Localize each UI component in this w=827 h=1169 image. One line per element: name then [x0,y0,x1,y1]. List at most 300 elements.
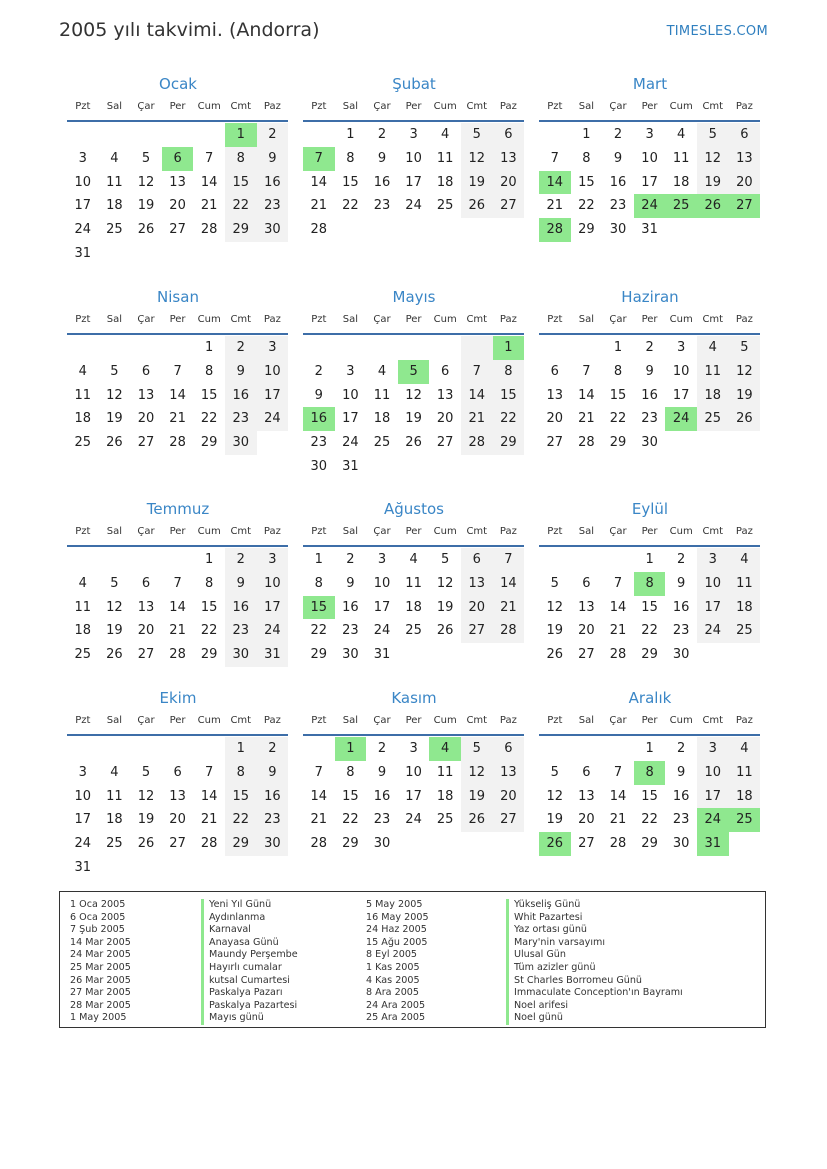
day-cell: 9 [677,575,686,591]
month-name: Eylül [631,500,669,518]
day-cell: 17 [74,198,92,214]
month-name: Ocak [159,75,197,93]
empty-day-cell [99,856,131,880]
weekday-label: Paz [263,101,281,112]
day-cell: 3 [257,548,289,572]
legend-holiday-name: Noel arifesi [506,1000,683,1013]
day-cell: 21 [200,812,218,828]
weekday-label: Pzt [547,715,563,726]
day-cell: 13 [137,387,155,403]
day-cell: 4 [78,575,87,591]
empty-day-cell [398,336,430,360]
month-block [539,72,761,242]
month-name: Nisan [157,288,199,306]
day-cell: 17 [672,387,690,403]
day-grid [539,548,761,667]
weekday-label: Pzt [547,314,563,325]
empty-day-cell [257,431,289,455]
month-block [303,72,525,242]
empty-day-cell [257,856,289,880]
day-cell: 4 [409,552,418,567]
day-cell: 14 [493,572,525,596]
day-cell: 7 [582,363,591,379]
weekday-label: Per [169,101,186,112]
day-cell: 1 [582,127,591,142]
day-cell: 19 [106,623,123,639]
day-cell: 24 [697,808,729,832]
site-brand-link[interactable]: TIMESLES.COM [666,24,768,39]
empty-day-cell [225,856,257,880]
day-cell: 29 [310,647,328,663]
empty-day-cell [257,242,289,266]
day-cell: 23 [257,194,289,218]
empty-day-cell [493,218,525,242]
empty-day-cell [697,643,729,667]
weekday-label: Per [169,526,186,537]
weekday-label: Cum [197,101,221,112]
day-cell: 10 [74,174,92,190]
weekday-label: Pzt [75,715,91,726]
legend-date: 15 Ağu 2005 [366,936,428,948]
empty-day-cell [130,737,162,761]
legend-holiday-name: Paskalya Pazarı [201,987,298,1000]
day-cell: 17 [405,788,422,804]
day-cell: 25 [436,198,454,214]
weekday-label: Çar [373,526,391,537]
day-cell: 4 [677,127,686,142]
day-cell: 8 [205,575,214,591]
day-cell: 26 [106,647,123,663]
weekday-label: Paz [735,101,753,112]
empty-day-cell [130,856,162,880]
day-cell: 20 [461,596,493,620]
legend-date: 1 Kas 2005 [366,961,420,973]
day-cell: 24 [373,623,391,639]
day-cell: 18 [436,174,454,190]
day-cell: 22 [200,411,218,427]
day-cell: 15 [303,596,335,620]
day-cell: 26 [137,836,155,852]
day-cell: 16 [672,788,690,804]
empty-day-cell [398,832,430,856]
day-cell: 1 [335,737,367,761]
day-cell: 16 [257,171,289,195]
day-cell: 22 [310,623,328,639]
day-cell: 23 [672,812,690,828]
day-cell: 17 [641,174,658,190]
day-cell: 3 [409,127,418,142]
day-cell: 7 [461,360,493,384]
weekday-label: Pzt [547,101,563,112]
day-cell: 31 [373,647,391,663]
day-cell: 14 [310,788,328,804]
weekday-divider [303,734,524,736]
day-cell: 12 [546,599,564,615]
day-cell: 25 [74,435,92,451]
weekday-label: Per [641,526,658,537]
empty-day-cell [366,455,398,479]
day-cell: 17 [405,174,422,190]
day-cell: 24 [405,198,422,214]
weekday-label: Per [641,314,658,325]
weekday-header [539,309,761,331]
empty-day-cell [67,123,99,147]
legend-date: 6 Oca 2005 [70,911,126,923]
weekday-label: Paz [263,715,281,726]
day-cell: 7 [613,764,623,780]
day-cell: 6 [173,764,182,780]
weekday-label: Per [405,715,422,726]
day-cell: 28 [169,647,186,663]
weekday-header [539,521,761,543]
weekday-label: Per [641,101,658,112]
empty-day-cell [67,336,99,360]
day-cell: 3 [697,548,729,572]
day-cell: 14 [200,174,218,190]
day-cell: 14 [539,171,571,195]
empty-day-cell [303,123,335,147]
day-cell: 3 [78,150,87,166]
day-cell: 19 [106,411,123,427]
day-cell: 31 [74,245,92,261]
weekday-label: Cum [669,526,693,537]
day-cell: 22 [578,198,595,214]
month-block [539,497,761,667]
legend-date: 16 May 2005 [366,911,429,923]
weekday-label: Pzt [311,101,327,112]
empty-day-cell [461,455,493,479]
empty-day-cell [697,431,729,455]
day-cell: 20 [169,812,186,828]
day-cell: 6 [729,123,761,147]
day-cell: 29 [225,832,257,856]
empty-day-cell [461,832,493,856]
day-cell: 9 [225,572,257,596]
empty-day-cell [193,242,225,266]
legend-date: 25 Mar 2005 [70,961,131,973]
day-cell: 7 [205,150,214,166]
day-cell: 24 [697,619,729,643]
day-cell: 15 [578,174,595,190]
empty-day-cell [366,336,398,360]
day-cell: 20 [137,411,155,427]
legend-date: 5 May 2005 [366,899,423,910]
empty-day-cell [729,643,761,667]
legend-date: 14 Mar 2005 [70,936,131,948]
day-cell: 24 [634,194,666,218]
day-cell: 20 [546,411,564,427]
day-cell: 3 [645,127,654,142]
weekday-header [67,96,289,118]
day-cell: 18 [106,198,123,214]
day-cell: 6 [493,123,525,147]
weekday-label: Çar [609,526,627,537]
day-cell: 21 [493,596,525,620]
day-cell: 29 [200,435,218,451]
day-cell: 8 [493,360,525,384]
day-cell: 1 [205,340,214,355]
weekday-header [67,309,289,331]
day-cell: 21 [609,623,627,639]
empty-day-cell [429,218,461,242]
legend-holiday-name: Yaz ortası günü [506,924,683,937]
day-cell: 12 [729,360,761,384]
holiday-legend [59,891,766,1028]
day-cell: 21 [546,198,564,214]
weekday-label: Sal [342,715,359,726]
weekday-label: Paz [499,101,517,112]
empty-day-cell [335,336,367,360]
day-cell: 23 [373,198,391,214]
weekday-label: Cum [669,314,693,325]
weekday-label: Çar [609,101,627,112]
day-cell: 4 [110,764,119,780]
weekday-label: Cmt [702,314,724,325]
day-cell: 20 [729,171,761,195]
weekday-divider [303,333,524,335]
legend-holiday-name: Hayırlı cumalar [201,962,298,975]
day-cell: 5 [461,123,493,147]
day-cell: 28 [609,836,627,852]
day-cell: 10 [373,575,391,591]
day-cell: 16 [373,788,391,804]
day-cell: 7 [314,764,323,780]
weekday-header [303,710,525,732]
day-cell: 25 [729,619,761,643]
day-cell: 10 [342,387,359,403]
day-cell: 9 [225,360,257,384]
day-cell: 15 [225,171,257,195]
empty-day-cell [429,832,461,856]
day-cell: 12 [461,761,493,785]
empty-day-cell [493,832,525,856]
day-cell: 21 [169,623,186,639]
day-cell: 28 [461,431,493,455]
day-cell: 24 [257,407,289,431]
day-cell: 9 [677,764,686,780]
day-cell: 16 [225,384,257,408]
empty-day-cell [729,431,761,455]
day-cell: 17 [74,812,92,828]
day-cell: 20 [493,171,525,195]
day-cell: 29 [200,647,218,663]
weekday-divider [539,734,760,736]
day-cell: 5 [729,336,761,360]
day-cell: 4 [429,737,461,761]
day-cell: 27 [493,194,525,218]
day-cell: 5 [550,764,559,780]
empty-day-cell [225,242,257,266]
day-cell: 19 [137,812,155,828]
day-cell: 7 [303,147,335,171]
legend-holiday-name: Tüm azizler günü [506,962,683,975]
weekday-label: Cmt [466,101,488,112]
day-cell: 6 [162,147,194,171]
day-cell: 5 [550,575,559,591]
legend-holiday-name: Mary'nin varsayımı [506,937,683,950]
weekday-divider [303,545,524,547]
day-cell: 2 [257,123,289,147]
day-cell: 8 [634,761,666,785]
empty-day-cell [193,737,225,761]
day-cell: 17 [257,384,289,408]
day-cell: 28 [609,647,627,663]
day-cell: 14 [609,788,627,804]
day-cell: 19 [546,623,564,639]
weekday-label: Sal [106,526,123,537]
day-cell: 14 [169,387,186,403]
legend-date: 27 Mar 2005 [70,987,131,999]
day-cell: 16 [225,596,257,620]
day-cell: 5 [461,737,493,761]
day-cell: 9 [257,761,289,785]
day-cell: 15 [342,788,359,804]
day-cell: 6 [141,363,151,379]
day-cell: 7 [613,575,623,591]
legend-date: 24 Ara 2005 [366,999,426,1011]
day-cell: 23 [225,407,257,431]
weekday-label: Paz [499,715,517,726]
day-cell: 28 [493,619,525,643]
day-cell: 11 [373,387,391,403]
day-cell: 27 [546,435,564,451]
weekday-label: Paz [499,526,517,537]
day-cell: 12 [546,788,564,804]
empty-day-cell [571,548,603,572]
day-cell: 11 [74,599,92,615]
day-cell: 11 [436,764,454,780]
day-cell: 17 [257,596,289,620]
day-cell: 31 [641,222,658,238]
weekday-label: Pzt [311,314,327,325]
weekday-label: Pzt [75,101,91,112]
day-cell: 26 [697,194,729,218]
empty-day-cell [99,336,131,360]
day-cell: 26 [106,435,123,451]
weekday-header [303,96,525,118]
day-cell: 1 [493,336,525,360]
day-cell: 19 [405,411,422,427]
day-cell: 20 [169,198,186,214]
day-cell: 15 [200,599,218,615]
day-cell: 20 [578,623,595,639]
day-cell: 20 [578,812,595,828]
day-cell: 30 [672,836,690,852]
month-block [303,686,525,856]
empty-day-cell [193,856,225,880]
legend-dates-col-2 [366,899,429,1025]
empty-day-cell [193,123,225,147]
day-cell: 16 [672,599,690,615]
day-cell: 16 [641,387,658,403]
day-cell: 6 [582,575,591,591]
day-cell: 10 [641,150,658,166]
weekday-label: Çar [373,715,391,726]
empty-day-cell [461,643,493,667]
day-cell: 5 [110,575,119,591]
day-cell: 5 [141,764,151,780]
empty-day-cell [602,737,634,761]
legend-date: 8 Ara 2005 [366,987,420,999]
day-cell: 11 [74,387,92,403]
day-cell: 2 [645,340,654,355]
day-cell: 19 [461,171,493,195]
weekday-label: Çar [373,314,391,325]
day-cell: 26 [461,808,493,832]
day-cell: 31 [342,458,359,474]
day-cell: 27 [493,808,525,832]
day-cell: 29 [493,431,525,455]
day-grid [539,123,761,242]
day-cell: 26 [461,194,493,218]
day-cell: 29 [578,222,595,238]
month-block [539,686,761,856]
day-cell: 8 [346,150,355,166]
day-cell: 6 [461,548,493,572]
month-name: Mayıs [392,288,436,306]
page-title: 2005 yılı takvimi. (Andorra) [59,19,320,41]
day-cell: 13 [137,599,155,615]
day-cell: 14 [200,788,218,804]
legend-holiday-name: kutsal Cumartesi [201,975,298,988]
day-cell: 29 [641,836,658,852]
day-cell: 30 [641,435,658,451]
legend-holiday-name: Yükseliş Günü [506,899,683,912]
day-cell: 5 [110,363,119,379]
day-cell: 10 [405,764,422,780]
day-cell: 27 [578,647,595,663]
month-block [67,285,289,455]
weekday-label: Çar [609,314,627,325]
day-cell: 4 [377,363,387,379]
empty-day-cell [729,832,761,856]
day-cell: 22 [641,623,658,639]
day-cell: 27 [436,435,454,451]
weekday-divider [303,120,524,122]
day-cell: 12 [461,147,493,171]
weekday-label: Per [405,314,422,325]
day-grid [67,548,289,667]
day-cell: 23 [342,623,359,639]
day-cell: 22 [225,194,257,218]
day-cell: 30 [342,647,359,663]
empty-day-cell [539,123,571,147]
day-cell: 3 [409,741,418,756]
empty-day-cell [398,218,430,242]
day-cell: 28 [169,435,186,451]
weekday-label: Sal [578,101,595,112]
day-cell: 10 [74,788,92,804]
day-cell: 24 [405,812,422,828]
day-cell: 20 [436,411,454,427]
day-cell: 19 [546,812,564,828]
day-cell: 28 [539,218,571,242]
legend-holiday-name: Whit Pazartesi [506,912,683,925]
weekday-header [303,309,525,331]
day-cell: 30 [672,647,690,663]
day-cell: 26 [546,647,564,663]
day-cell: 26 [405,435,422,451]
day-cell: 7 [493,548,525,572]
empty-day-cell [130,123,162,147]
day-cell: 27 [578,836,595,852]
day-cell: 18 [74,411,92,427]
weekday-label: Çar [373,101,391,112]
day-cell: 21 [310,198,328,214]
day-cell: 25 [373,435,391,451]
weekday-label: Cmt [230,314,252,325]
legend-date: 1 May 2005 [70,1012,127,1024]
